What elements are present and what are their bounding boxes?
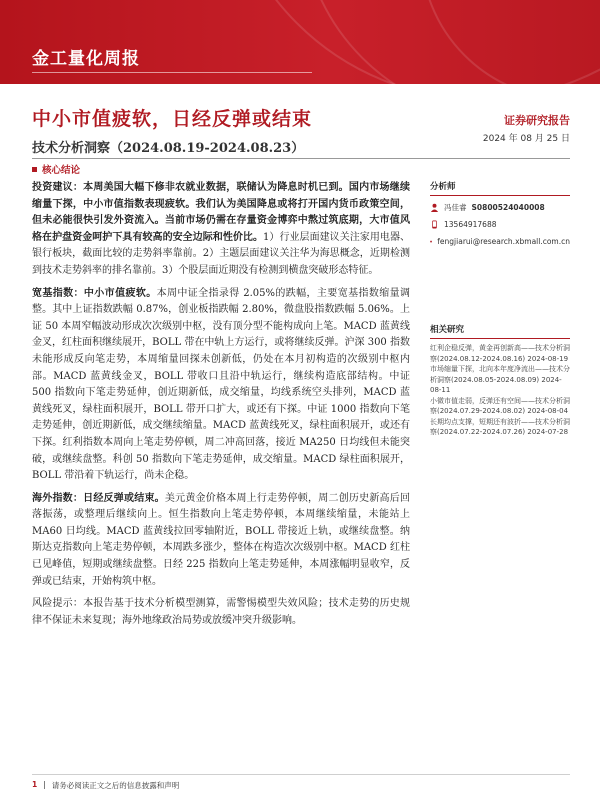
analyst-phone-row bbox=[430, 218, 570, 230]
analyst-name-row bbox=[430, 201, 570, 213]
header-band bbox=[0, 0, 600, 84]
report-type: 证券研究报告 bbox=[504, 114, 570, 127]
core-conclusion-heading bbox=[32, 162, 80, 176]
paragraph-overseas-index bbox=[32, 491, 410, 591]
analyst-email[interactable]: fengjiarui@research.xbmall.com.cn bbox=[437, 236, 570, 246]
title-divider bbox=[32, 158, 570, 159]
bullet-square-icon bbox=[32, 167, 37, 172]
paragraph-body: 1）行业层面建议关注家用电器、银行板块，截面比较的走势斜率靠前。2）主题层面建议关注华为海思概念，近期检测到技术走势斜率的排名靠前。3）个股层面近期没有检测到横盘突破形态特征。 bbox=[32, 231, 410, 276]
email-icon bbox=[430, 237, 432, 246]
paragraph-body: 风险提示：本报告基于技术分析模型测算，需警惕模型失效风险；技术走势的历史规律不保证未来复现；海外地缘政治局势或放缓冲突升级影响。 bbox=[32, 598, 410, 626]
paragraph-broad-index bbox=[32, 286, 410, 485]
related-research-item[interactable]: 红利企稳反弹，黄金再创新高——技术分析洞察(2024.08.12-2024.08.16) 2024-08-19 bbox=[430, 344, 570, 363]
paragraph-lead: 海外指数：日经反弹或结束。 bbox=[32, 492, 165, 504]
paragraph-body: 美元黄金价格本周上行走势停顿，周二创历史新高后回落振荡，或整理后继续向上。恒生指数向上笔走势停顿，本周继续缩量，未能站上 MA60 日均线。MACD 蓝黄线拉回零轴附近，BOLL 带接近上轨，或继续盘整。纳斯达克指数向上笔走势停顿，本周跌多涨少，整体在构造次次级别中枢。MACD 红柱已见峰值，短期或继续盘整。日经 225 指数向上笔走势延伸，本周涨幅明显收窄，反弹或已结束，开始构筑中枢。 bbox=[32, 492, 411, 587]
footer-divider bbox=[32, 774, 570, 775]
report-subtitle: 技术分析洞察（2024.08.19-2024.08.23） bbox=[32, 141, 305, 156]
analyst-cert: S0800524040008 bbox=[471, 202, 545, 212]
report-date: 2024 年 08 月 25 日 bbox=[482, 134, 570, 144]
core-heading-label: 核心结论 bbox=[42, 165, 81, 176]
related-research-heading: 相关研究 bbox=[430, 323, 570, 339]
person-icon bbox=[430, 203, 439, 212]
sidebar bbox=[430, 180, 570, 438]
related-research-item[interactable]: 长期均点支撑，短期还有波折——技术分析洞察(2024.07.22-2024.07.26) 2024-07-28 bbox=[430, 417, 570, 436]
analyst-heading: 分析师 bbox=[430, 180, 570, 196]
footer-disclaimer: 请务必阅读正文之后的信息披露和声明 bbox=[51, 781, 180, 790]
paragraph-risk-warning bbox=[32, 596, 410, 629]
paragraph-lead: 宽基指数：中小市值疲软。 bbox=[32, 287, 157, 299]
paragraph-body: 本周中证全指录得 2.05%的跌幅，主要宽基指数缩量调整。其中上证指数跌幅 0.87%，创业板指跌幅 2.80%，微盘股指数跌幅 5.06%。上证 50 本周窄幅波动形成次次级别中枢，没有顶分型不能构成向上笔。MACD 蓝黄线金叉，红柱面积继续展开，BOLL 带在中轨上方运行，或将继续反弹。沪深 300 指数未能形成反向笔走势，本周缩量回探未创新低，仍处在本月初构造的次级别中枢内部。MACD 蓝黄线金叉，BOLL 带收口且沿中轨运行，继续构造底部结构。中证 500 指数向下笔走势延伸，创近期新低，成交缩量，均线系统空头排列，MACD 蓝黄线死叉，绿柱面积展开，BOLL 带开口扩大，或还有下探。中证 1000 指数向下笔走势延伸，创近期新低，成交继续缩量。MACD 蓝黄线死叉，绿柱面积展开，或还有下探。红利指数本周向上笔走势停顿，周二冲高回落，接近 MA250 日均线但未能突破，或继续盘整。科创 50 指数向下笔走势延伸，成交缩量。MACD 绿柱面积展开，BOLL 带沿着下轨运行，尚未企稳。 bbox=[32, 287, 410, 482]
header-title: 金工量化周报 bbox=[32, 49, 140, 69]
report-title: 中小市值疲软，日经反弹或结束 bbox=[32, 108, 313, 130]
core-conclusion-body bbox=[32, 180, 410, 635]
related-research-item[interactable]: 小微市值走弱，反弹还有空间——技术分析洞察(2024.07.29-2024.08.02) 2024-08-04 bbox=[430, 396, 570, 415]
analyst-email-row bbox=[430, 235, 570, 247]
related-research-item[interactable]: 市场缩量下探，北向本年度净流出——技术分析洞察(2024.08.05-2024.08.09) 2024-08-11 bbox=[430, 365, 570, 394]
footer-separator: | bbox=[43, 780, 46, 789]
paragraph-investment-advice bbox=[32, 180, 410, 280]
header-divider bbox=[32, 72, 312, 73]
phone-icon bbox=[430, 220, 439, 229]
analyst-name: 冯佳睿 bbox=[444, 202, 467, 212]
paragraph-lead: 投资建议：本周美国大幅下修非农就业数据，联储认为降息时机已到。国内市场继续缩量下探，中小市值指数表现疲软。我们认为美国降息或将打开国内货币政策空间，但未必能很快引发外资流入。当前市场仍需在存量资金博弈中熬过筑底期，大市值风格在护盘资金呵护下具有较高的安全边际和性价比。 bbox=[32, 182, 410, 243]
page-number: 1 bbox=[32, 780, 38, 789]
analyst-phone: 13564917688 bbox=[444, 219, 497, 229]
footer bbox=[32, 780, 179, 791]
related-research-list bbox=[430, 343, 570, 438]
